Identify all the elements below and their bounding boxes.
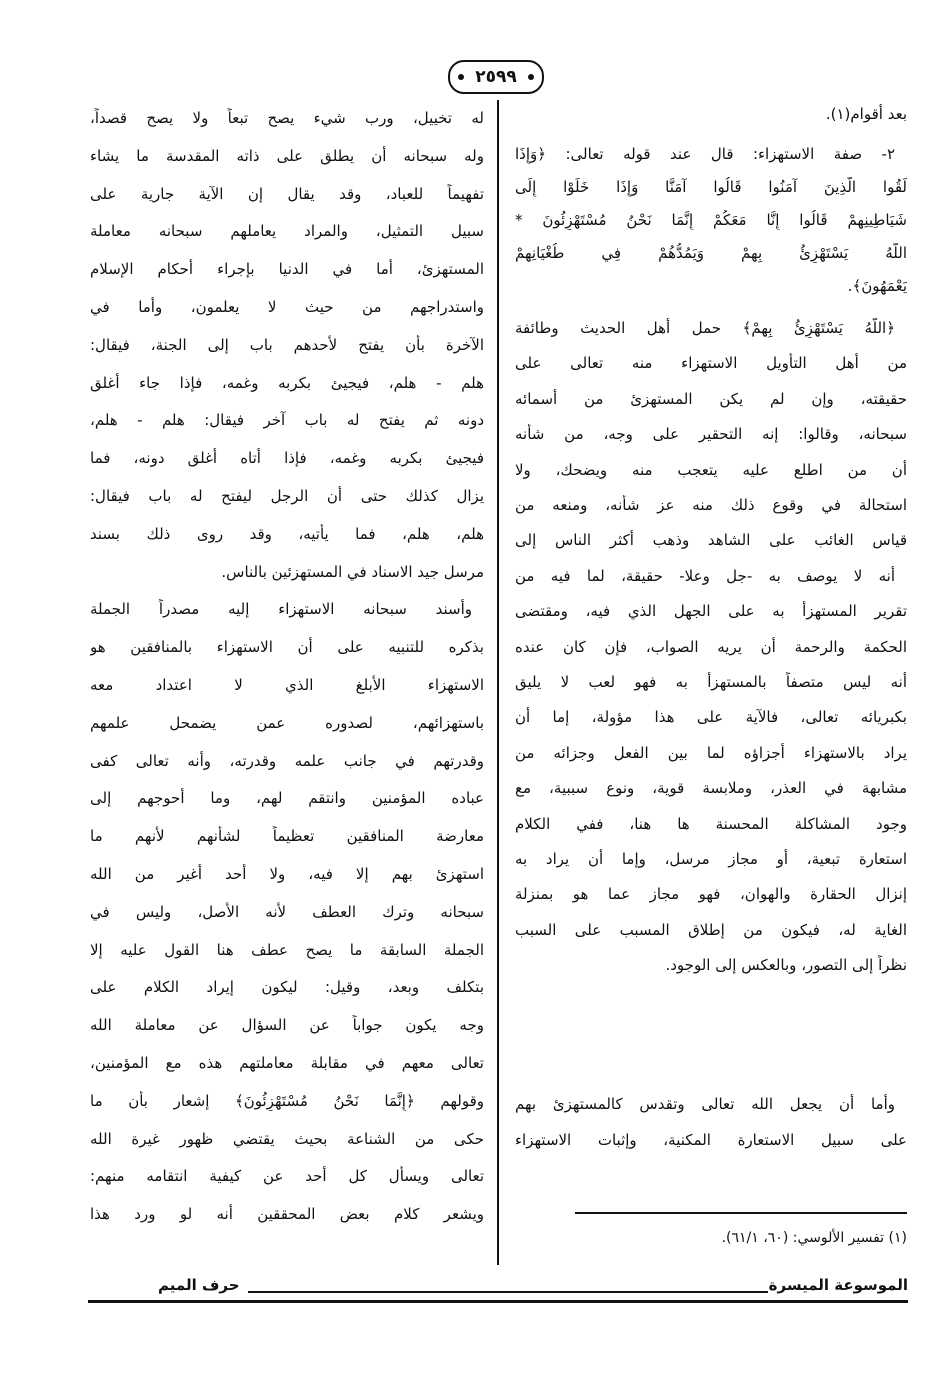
text-line: الاستهزاء الأبلغ الذي لا اعتداد معه xyxy=(90,676,484,694)
text-line: أنه لا يوصف به -جل وعلا- حقيقة، لما فيه من xyxy=(515,566,895,585)
footer-section: حرف الميم xyxy=(158,1276,240,1294)
text-line: وله سبحانه أن يطلق على ذاته المقدسة ما يشاء xyxy=(90,146,484,165)
text-line: الجملة السابقة ما يصح عطف هنا القول عليه إلا xyxy=(90,940,484,959)
text-line: استهزئ بهم إلا فيه، ولا أحد أغير من الله xyxy=(90,865,484,883)
text-line: ﴿اللَّهُ يَسْتَهْزِئُ بِهِمْ﴾ حمل أهل الحديث وطائفة xyxy=(515,319,895,337)
text-line: وأسند سبحانه الاستهزاء إليه مصدراً الجملة xyxy=(90,600,472,619)
text-line: قياس الغائب على الشاهد وذهب أكثر الناس إلى xyxy=(515,531,907,550)
text-line: أن من اطلع عليه يتعجب منه ويضحك، ولا xyxy=(515,460,907,479)
text-line: وجه يكون جواباً عن السؤال عن معاملة الله xyxy=(90,1016,484,1035)
text-line: حقيقته، وإن لم يكن المستهزئ من أسمائه xyxy=(515,389,907,408)
text-line: الغاية له، فيكون من إطلاق المسبب على السبب xyxy=(515,920,907,939)
text-line: معارضة المنافقين تعظيماً لشأنهم لأنهم ما xyxy=(90,827,484,846)
text-line: بذكره للتنبيه على أن الاستهزاء بالمنافقين هو xyxy=(90,638,484,657)
text-line: تفهيماً للعباد، وقد يقال إن الآية جارية على xyxy=(90,184,484,203)
right-column xyxy=(515,104,907,1184)
left-column xyxy=(90,108,484,1268)
footnote: (١) تفسير الألوسي: (٦٠، ٦١/١). xyxy=(721,1230,907,1246)
text-line: تقرير المستهزأ به على الجهل الذي فيه، ومقتضى xyxy=(515,602,907,621)
text-line: اللَّهُ يَسْتَهْزِئُ بِهِمْ وَيَمُدُّهُمْ فِي طُغْيَانِهِمْ xyxy=(515,244,907,262)
footnote-rule xyxy=(575,1212,907,1214)
text-line: بعد أقوام(١). xyxy=(825,105,907,123)
text-line: يراد بالاستهزاء أجزاؤه لما بين الفعل وجزائه من xyxy=(515,743,907,762)
text-line: مرسل جيد الاسناد في المستهزئين بالناس. xyxy=(221,562,484,581)
text-line: دونه ثم يفتح له باب آخر فيقال: هلم - هلم، xyxy=(90,411,484,430)
text-line: وقولهم ﴿إِنَّمَا نَحْنُ مُسْتَهْزِئُونَ﴾ إشعار بأن ما xyxy=(90,1091,484,1110)
text-line: حكى من الشناعة بحيث يقتضي ظهور غيرة الله xyxy=(90,1129,484,1148)
text-line: باستهزائهم، لصدوره عمن يضمحل علمهم xyxy=(90,713,484,732)
text-line: له تخييل، ورب شيء يصح تبعاً ولا يصح قصداً، xyxy=(90,109,484,127)
text-line: شَيَاطِينِهِمْ قَالُوا إِنَّا مَعَكُمْ إِنَّمَا نَحْنُ مُسْتَهْزِئُونَ * xyxy=(515,211,907,229)
footer-book-title: الموسوعة الميسرة xyxy=(768,1276,908,1294)
text-line: وقدرتهم في جانب علمه وقدرته، وأنه تعالى كفى xyxy=(90,751,484,770)
text-line: استحالة في وقوع ذلك منه عز شأنه، ومنعه من xyxy=(515,496,907,514)
footer-rule xyxy=(248,1291,768,1293)
text-line: مشابهة في العذر، وملابسة قوية، ونوع سببية، مع xyxy=(515,779,907,798)
text-line: ويشعر كلام بعض المحققين أنه لو ورد هذا xyxy=(90,1205,484,1224)
text-line: هلم، هلم، فما يأتيه، وقد روى ذلك بسند xyxy=(90,524,484,543)
text-line: على سبيل الاستعارة المكنية، وإثبات الاستهزاء xyxy=(515,1131,907,1149)
text-line: إنزال الحقارة والهوان، فهو مجاز عما هو بمنزلة xyxy=(515,885,907,904)
text-line: لَقُوا الَّذِينَ آمَنُوا قَالُوا آمَنَّا وَإِذَا خَلَوْا إِلَى xyxy=(515,178,907,196)
text-line: بتكلف وبعد، وقيل: ليكون إيراد الكلام على xyxy=(90,978,484,997)
text-line: يَعْمَهُونَ﴾. xyxy=(847,277,907,295)
column-divider xyxy=(497,100,499,1265)
text-line: تعالى معهم في مقابلة معاملتهم هذه مع المؤمنين، xyxy=(90,1054,484,1072)
page-footer xyxy=(88,1276,908,1300)
text-line: من أهل التأويل الاستهزاء منه تعالى على xyxy=(515,354,907,373)
text-line: وجود المشاكلة المحسنة ها هنا، ففي الكلام xyxy=(515,814,907,833)
text-line: وأما أن يجعل الله تعالى وتقدس كالمستهزئ بهم xyxy=(515,1095,895,1113)
text-line: سبيل التمثيل، والمراد يعاملهم سبحانه معاملة xyxy=(90,222,484,241)
footer-bottom-rule xyxy=(88,1300,908,1303)
text-line: ٢- صفة الاستهزاء: قال عند قوله تعالى: ﴿وَإِذَا xyxy=(515,145,895,163)
text-line: نظراً إلى التصور، وبالعكس إلى الوجود. xyxy=(665,956,907,975)
text-line: واستدراجهم من حيث لا يعلمون، وأما في xyxy=(90,298,484,316)
text-line: الآخرة بأن يفتح لأحدهم باب إلى الجنة، فيقال: xyxy=(90,335,484,354)
text-line: تعالى ويسأل كل أحد عن كيفية انتقامه منهم: xyxy=(90,1167,484,1186)
text-line: سبحانه وترك العطف لأنه الأصل، وليس في xyxy=(90,902,484,921)
text-line: بكبريائه تعالى، فالآية على هذا مؤولة، إما أن xyxy=(515,708,907,727)
text-line: يزال كذلك حتى أن الرجل ليفتح له باب فيقال: xyxy=(90,487,484,505)
text-line: الحكمة والرحمة أن يريه الصواب، فإن كان عنده xyxy=(515,637,907,656)
text-line: استعارة تبعية، أو مجاز مرسل، وإما أن يراد به xyxy=(515,850,907,868)
text-line: المستهزئ، أما في الدنيا بإجراء أحكام الإسلام xyxy=(90,260,484,279)
text-line: أنه ليس متصفاً بالمستهزأ به فهو لعب لا يليق xyxy=(515,673,907,691)
text-line: عباده المؤمنين وانتقم لهم، وما أحوجهم إلى xyxy=(90,789,484,808)
page-number: ٢٥٩٩ xyxy=(448,60,544,94)
text-line: سبحانه، وقالوا: إنه التحقير على وجه، من شأنه xyxy=(515,425,907,444)
text-line: هلم - هلم، فيجيئ بكربه وغمه، فإذا جاء أغلق xyxy=(90,373,484,392)
text-line: فيجيئ بكربه وغمه، فإذا أتاه أغلق دونه، فما xyxy=(90,449,484,468)
